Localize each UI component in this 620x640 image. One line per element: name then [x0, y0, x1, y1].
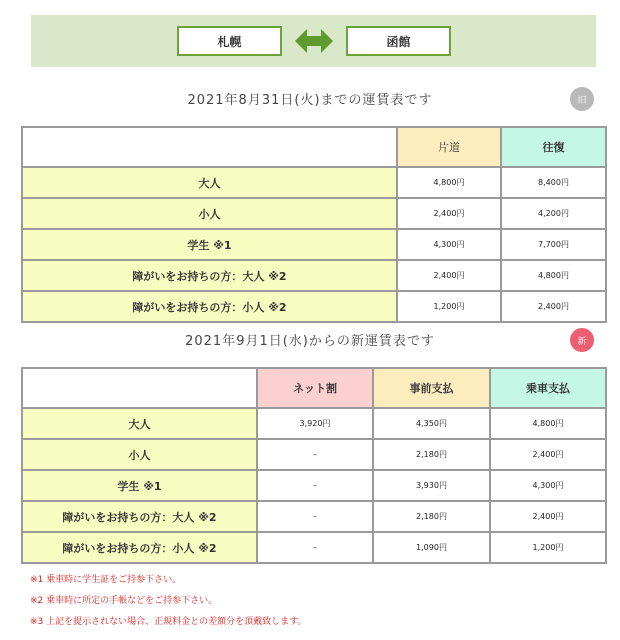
- fare-cell: 4,800円: [501, 260, 606, 291]
- fare-cell: 4,300円: [490, 470, 606, 501]
- fare-cell: 2,180円: [373, 439, 490, 470]
- fare-cell: 4,300円: [397, 229, 501, 260]
- row-label: 小人: [22, 198, 397, 229]
- table-row: [22, 167, 606, 198]
- fare-cell: 1,200円: [490, 532, 606, 563]
- fare-cell: 3,930円: [373, 470, 490, 501]
- row-label: 学生 ※1: [22, 229, 397, 260]
- fare-cell: 1,090円: [373, 532, 490, 563]
- fare-notes: [30, 572, 306, 635]
- header-onboard-payment: 乗車支払: [490, 368, 606, 408]
- route-bar: [31, 15, 596, 67]
- fare-cell: 4,800円: [490, 408, 606, 439]
- header-roundtrip: 往復: [501, 127, 606, 167]
- row-label: 障がいをお持ちの方：大人 ※2: [22, 501, 257, 532]
- fare-cell: –: [257, 439, 373, 470]
- fare-cell: 8,400円: [501, 167, 606, 198]
- table-corner: [22, 368, 257, 408]
- arrival-station-button[interactable]: 函館: [346, 26, 451, 56]
- note-disability-card: ※2 乗車時に所定の手帳などをご持参下さい。: [30, 596, 218, 606]
- table-row: [22, 408, 606, 439]
- old-fare-caption: 2021年8月31日(火)までの運賃表です: [187, 93, 433, 108]
- old-fare-table: [21, 126, 607, 323]
- table-row: [22, 470, 606, 501]
- fare-cell: 2,400円: [501, 291, 606, 322]
- note-fare-difference: ※3 上記を提示されない場合、正規料金との差額分を頂戴致します。: [30, 617, 307, 627]
- fare-cell: 4,350円: [373, 408, 490, 439]
- row-label: 学生 ※1: [22, 470, 257, 501]
- table-row: [22, 532, 606, 563]
- double-arrow-icon: [295, 27, 333, 55]
- fare-cell: 4,800円: [397, 167, 501, 198]
- row-label: 大人: [22, 408, 257, 439]
- fare-cell: 4,200円: [501, 198, 606, 229]
- fare-cell: 2,400円: [490, 501, 606, 532]
- header-oneway: 片道: [397, 127, 501, 167]
- header-prepayment: 事前支払: [373, 368, 490, 408]
- fare-cell: –: [257, 470, 373, 501]
- new-fare-caption: 2021年9月1日(水)からの新運賃表です: [185, 334, 435, 349]
- fare-cell: –: [257, 501, 373, 532]
- fare-cell: 2,400円: [397, 260, 501, 291]
- fare-cell: 3,920円: [257, 408, 373, 439]
- table-row: [22, 229, 606, 260]
- table-corner: [22, 127, 397, 167]
- fare-cell: 2,400円: [397, 198, 501, 229]
- departure-station-button[interactable]: 札幌: [177, 26, 282, 56]
- fare-cell: –: [257, 532, 373, 563]
- row-label: 大人: [22, 167, 397, 198]
- row-label: 障がいをお持ちの方：小人 ※2: [22, 291, 397, 322]
- old-badge: 旧: [570, 87, 594, 111]
- fare-cell: 2,180円: [373, 501, 490, 532]
- row-label: 障がいをお持ちの方：大人 ※2: [22, 260, 397, 291]
- fare-cell: 1,200円: [397, 291, 501, 322]
- table-row: [22, 198, 606, 229]
- table-row: [22, 260, 606, 291]
- new-badge: 新: [570, 328, 594, 352]
- table-row: [22, 291, 606, 322]
- row-label: 小人: [22, 439, 257, 470]
- header-net-discount: ネット割: [257, 368, 373, 408]
- fare-cell: 7,700円: [501, 229, 606, 260]
- note-student-id: ※1 乗車時に学生証をご持参下さい。: [30, 575, 182, 585]
- fare-cell: 2,400円: [490, 439, 606, 470]
- new-fare-table: [21, 367, 607, 564]
- table-row: [22, 501, 606, 532]
- table-row: [22, 439, 606, 470]
- row-label: 障がいをお持ちの方：小人 ※2: [22, 532, 257, 563]
